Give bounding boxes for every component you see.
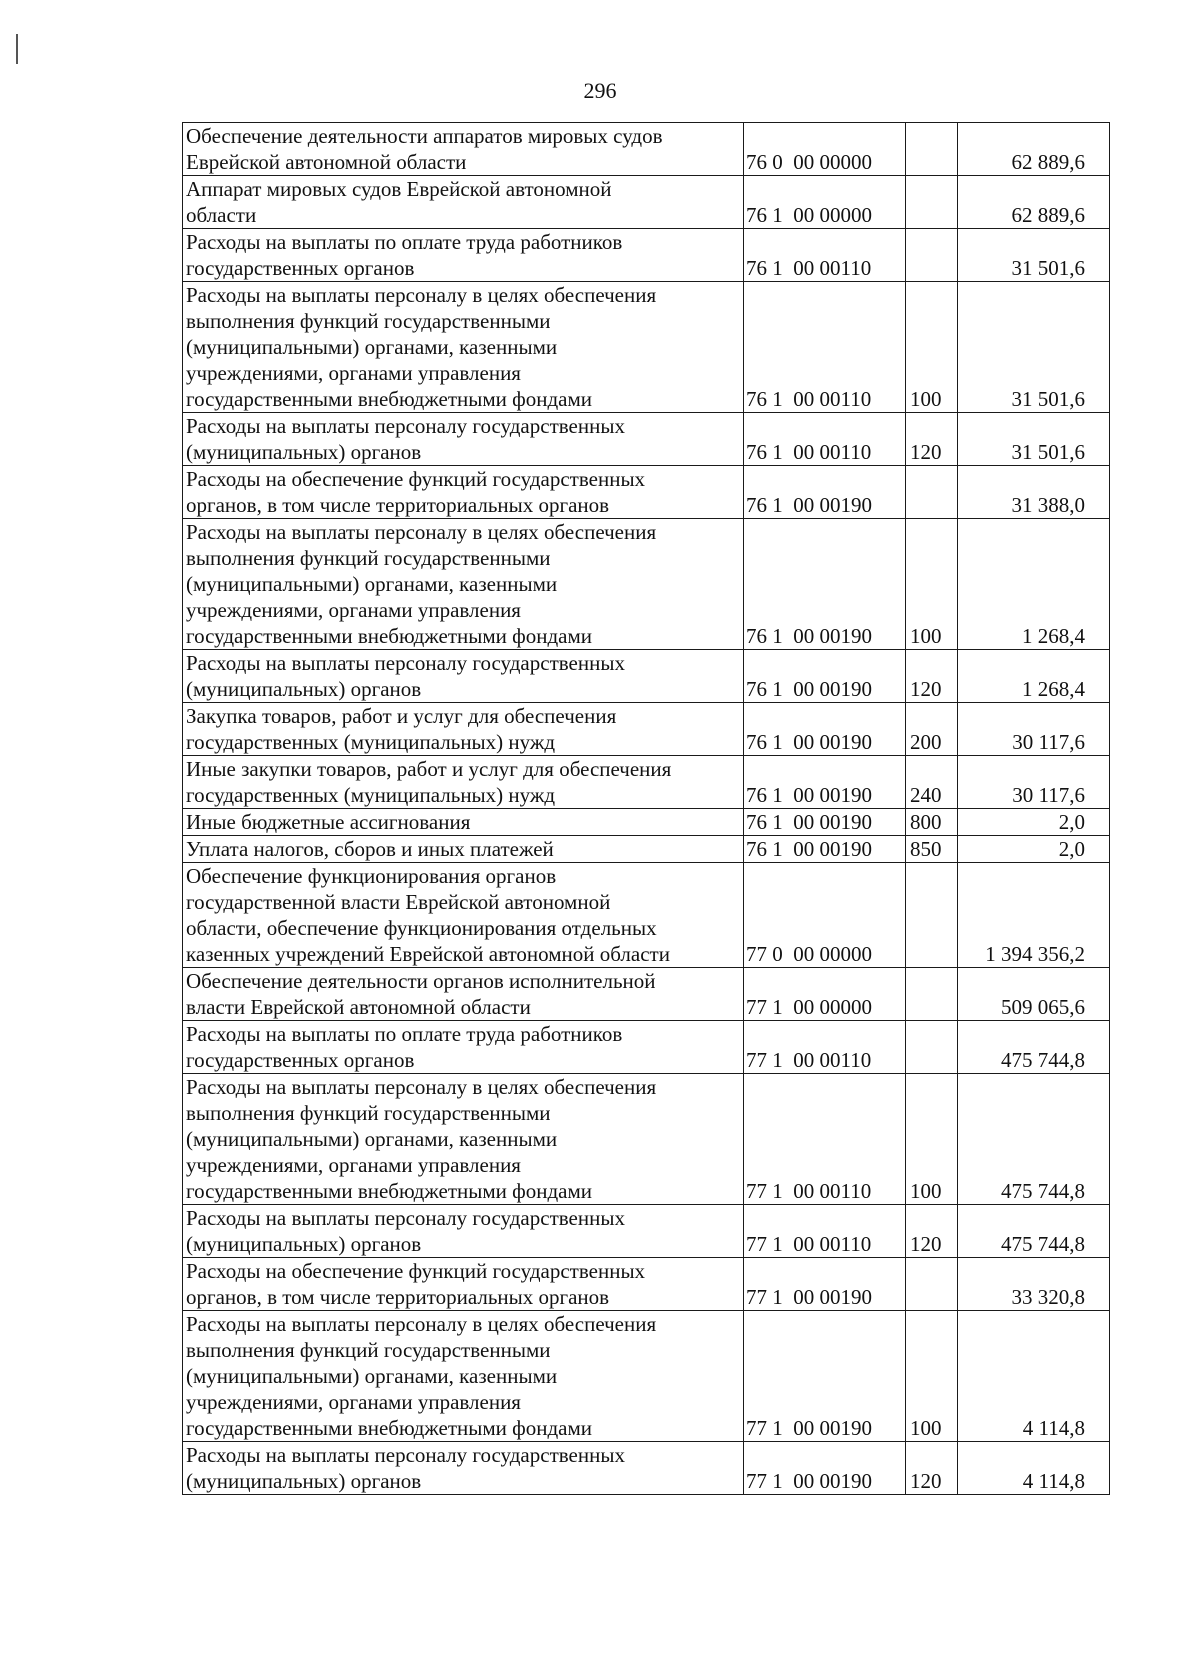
expense-type-code-cell: 800 [906, 809, 958, 836]
table-row [183, 519, 1110, 650]
table-row [183, 123, 1110, 176]
table-row [183, 282, 1110, 413]
amount-cell: 30 117,6 [958, 756, 1110, 809]
expense-type-code-cell [906, 176, 958, 229]
table-row [183, 413, 1110, 466]
target-article-code-cell: 76 1 00 00190 [744, 703, 906, 756]
expense-name-cell: Расходы на выплаты персоналу в целях обеспечения выполнения функций государственными (муниципальными) органами, казенными учреждениями, органами управления государственными внебюджетными фондами [183, 282, 744, 413]
expense-name-cell: Расходы на обеспечение функций государственных органов, в том числе территориальных органов [183, 466, 744, 519]
amount-cell: 475 744,8 [958, 1205, 1110, 1258]
target-article-code-cell: 76 1 00 00190 [744, 519, 906, 650]
amount-cell: 62 889,6 [958, 176, 1110, 229]
table-row [183, 1021, 1110, 1074]
expense-type-code-cell [906, 863, 958, 968]
amount-cell: 33 320,8 [958, 1258, 1110, 1311]
target-article-code-cell: 77 1 00 00190 [744, 1258, 906, 1311]
target-article-code-cell: 76 1 00 00190 [744, 466, 906, 519]
expense-name-cell: Расходы на выплаты персоналу государственных (муниципальных) органов [183, 1442, 744, 1495]
expense-type-code-cell: 200 [906, 703, 958, 756]
expense-name-cell: Обеспечение деятельности аппаратов мировых судов Еврейской автономной области [183, 123, 744, 176]
expense-type-code-cell: 240 [906, 756, 958, 809]
expense-name-cell: Обеспечение деятельности органов исполнительной власти Еврейской автономной области [183, 968, 744, 1021]
target-article-code-cell: 76 0 00 00000 [744, 123, 906, 176]
amount-cell: 30 117,6 [958, 703, 1110, 756]
table-row [183, 176, 1110, 229]
amount-cell: 2,0 [958, 809, 1110, 836]
expense-type-code-cell [906, 968, 958, 1021]
expense-name-cell: Расходы на выплаты персоналу государственных (муниципальных) органов [183, 650, 744, 703]
budget-table-body [183, 123, 1110, 1495]
expense-name-cell: Расходы на выплаты персоналу в целях обеспечения выполнения функций государственными (муниципальными) органами, казенными учреждениями, органами управления государственными внебюджетными фондами [183, 1074, 744, 1205]
amount-cell: 475 744,8 [958, 1074, 1110, 1205]
expense-name-cell: Расходы на выплаты персоналу государственных (муниципальных) органов [183, 413, 744, 466]
table-row [183, 1311, 1110, 1442]
table-row [183, 229, 1110, 282]
expense-name-cell: Уплата налогов, сборов и иных платежей [183, 836, 744, 863]
expense-type-code-cell [906, 1258, 958, 1311]
target-article-code-cell: 76 1 00 00190 [744, 756, 906, 809]
amount-cell: 475 744,8 [958, 1021, 1110, 1074]
table-row [183, 1258, 1110, 1311]
scan-artifact-line [16, 34, 18, 64]
expense-type-code-cell [906, 229, 958, 282]
target-article-code-cell: 77 1 00 00110 [744, 1074, 906, 1205]
target-article-code-cell: 77 1 00 00000 [744, 968, 906, 1021]
table-row [183, 1074, 1110, 1205]
amount-cell: 509 065,6 [958, 968, 1110, 1021]
table-row [183, 756, 1110, 809]
target-article-code-cell: 77 1 00 00190 [744, 1311, 906, 1442]
amount-cell: 31 501,6 [958, 413, 1110, 466]
expense-type-code-cell: 100 [906, 1311, 958, 1442]
expense-type-code-cell [906, 123, 958, 176]
amount-cell: 1 394 356,2 [958, 863, 1110, 968]
expense-name-cell: Иные бюджетные ассигнования [183, 809, 744, 836]
table-row [183, 809, 1110, 836]
table-row [183, 836, 1110, 863]
amount-cell: 31 388,0 [958, 466, 1110, 519]
amount-cell: 31 501,6 [958, 282, 1110, 413]
table-row [183, 466, 1110, 519]
expense-type-code-cell [906, 466, 958, 519]
target-article-code-cell: 76 1 00 00000 [744, 176, 906, 229]
table-row [183, 703, 1110, 756]
expense-name-cell: Расходы на выплаты персоналу государственных (муниципальных) органов [183, 1205, 744, 1258]
table-row [183, 863, 1110, 968]
expense-name-cell: Иные закупки товаров, работ и услуг для обеспечения государственных (муниципальных) нужд [183, 756, 744, 809]
table-row [183, 1442, 1110, 1495]
expense-type-code-cell: 100 [906, 1074, 958, 1205]
expense-name-cell: Закупка товаров, работ и услуг для обеспечения государственных (муниципальных) нужд [183, 703, 744, 756]
expense-type-code-cell: 100 [906, 282, 958, 413]
target-article-code-cell: 77 1 00 00110 [744, 1021, 906, 1074]
amount-cell: 2,0 [958, 836, 1110, 863]
expense-name-cell: Обеспечение функционирования органов государственной власти Еврейской автономной области, обеспечение функционирования отдельных казенных учреждений Еврейской автономной области [183, 863, 744, 968]
expense-type-code-cell: 850 [906, 836, 958, 863]
target-article-code-cell: 76 1 00 00110 [744, 282, 906, 413]
amount-cell: 1 268,4 [958, 650, 1110, 703]
expense-name-cell: Расходы на выплаты по оплате труда работников государственных органов [183, 1021, 744, 1074]
amount-cell: 4 114,8 [958, 1442, 1110, 1495]
expense-type-code-cell: 120 [906, 413, 958, 466]
amount-cell: 62 889,6 [958, 123, 1110, 176]
budget-table [182, 122, 1110, 1495]
expense-type-code-cell [906, 1021, 958, 1074]
table-row [183, 968, 1110, 1021]
target-article-code-cell: 77 1 00 00110 [744, 1205, 906, 1258]
target-article-code-cell: 76 1 00 00110 [744, 229, 906, 282]
expense-name-cell: Расходы на обеспечение функций государственных органов, в том числе территориальных органов [183, 1258, 744, 1311]
target-article-code-cell: 77 0 00 00000 [744, 863, 906, 968]
expense-name-cell: Расходы на выплаты персоналу в целях обеспечения выполнения функций государственными (муниципальными) органами, казенными учреждениями, органами управления государственными внебюджетными фондами [183, 1311, 744, 1442]
target-article-code-cell: 76 1 00 00190 [744, 809, 906, 836]
amount-cell: 31 501,6 [958, 229, 1110, 282]
expense-name-cell: Аппарат мировых судов Еврейской автономной области [183, 176, 744, 229]
expense-type-code-cell: 120 [906, 1442, 958, 1495]
target-article-code-cell: 76 1 00 00110 [744, 413, 906, 466]
amount-cell: 1 268,4 [958, 519, 1110, 650]
page-number: 296 [583, 78, 617, 103]
table-row [183, 650, 1110, 703]
target-article-code-cell: 76 1 00 00190 [744, 836, 906, 863]
expense-name-cell: Расходы на выплаты по оплате труда работников государственных органов [183, 229, 744, 282]
expense-name-cell: Расходы на выплаты персоналу в целях обеспечения выполнения функций государственными (муниципальными) органами, казенными учреждениями, органами управления государственными внебюджетными фондами [183, 519, 744, 650]
expense-type-code-cell: 100 [906, 519, 958, 650]
amount-cell: 4 114,8 [958, 1311, 1110, 1442]
expense-type-code-cell: 120 [906, 650, 958, 703]
table-row [183, 1205, 1110, 1258]
target-article-code-cell: 76 1 00 00190 [744, 650, 906, 703]
expense-type-code-cell: 120 [906, 1205, 958, 1258]
target-article-code-cell: 77 1 00 00190 [744, 1442, 906, 1495]
